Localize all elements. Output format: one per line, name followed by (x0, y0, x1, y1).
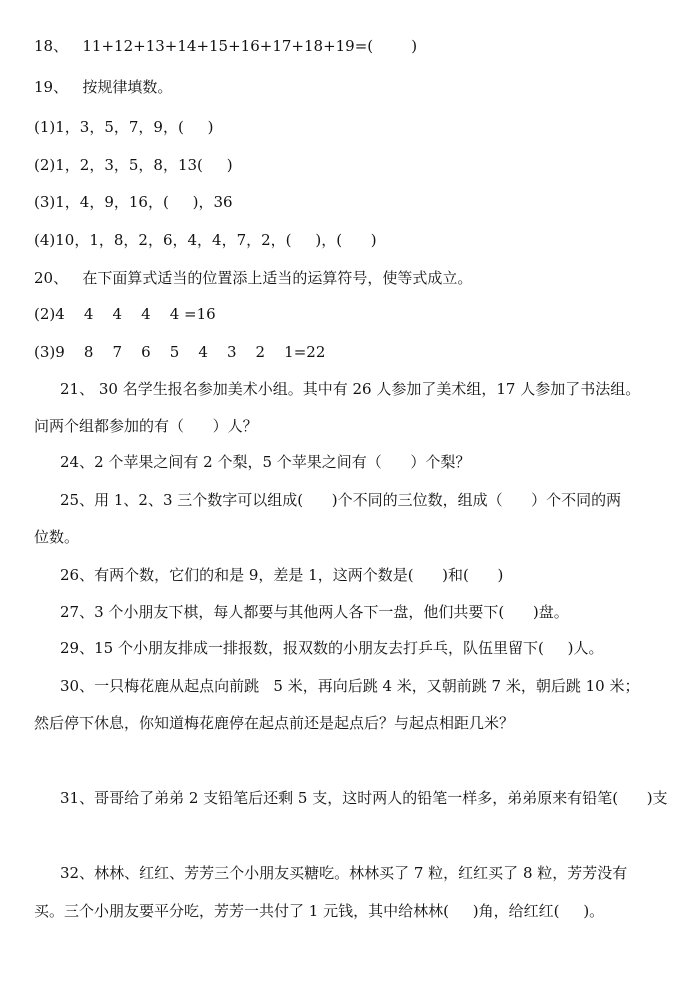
question-21-line-1: 21、 30 名学生报名参加美术小组。其中有 26 人参加了美术组，17 人参加了书法组。 (60, 380, 641, 398)
question-19-part-1: (1)1，3，5，7，9，( ) (34, 118, 214, 136)
question-19-title: 19、 按规律填数。 (34, 78, 173, 96)
question-30-line-1: 30、一只梅花鹿从起点向前跳 5 米，再向后跳 4 米，又朝前跳 7 米，朝后跳 10 米； (60, 677, 640, 695)
question-18: 18、 11+12+13+14+15+16+17+18+19=( ) (34, 37, 418, 55)
question-32-line-2: 买。三个小朋友要平分吃，芳芳一共付了 1 元钱，其中给林林( )角，给红红( )。 (34, 902, 605, 920)
question-21-line-2: 问两个组都参加的有（ ）人？ (34, 417, 258, 435)
question-20-title: 20、 在下面算式适当的位置添上适当的运算符号，使等式成立。 (34, 269, 473, 287)
question-19-part-3: (3)1，4，9，16，( )，36 (34, 193, 233, 211)
question-27: 27、3 个小朋友下棋，每人都要与其他两人各下一盘，他们共要下( )盘。 (60, 603, 569, 621)
question-26: 26、有两个数，它们的和是 9，差是 1，这两个数是( )和( ) (60, 566, 504, 584)
question-19-part-2: (2)1，2，3，5，8，13( ) (34, 156, 233, 174)
question-32-line-1: 32、林林、红红、芳芳三个小朋友买糖吃。林林买了 7 粒，红红买了 8 粒，芳芳没有 (60, 864, 628, 882)
question-24: 24、2 个苹果之间有 2 个梨，5 个苹果之间有（ ）个梨？ (60, 453, 471, 471)
question-20-part-3: (3)9 8 7 6 5 4 3 2 1=22 (34, 343, 326, 361)
question-19-part-4: (4)10，1，8，2，6，4，4，7，2，( )，( ) (34, 231, 377, 249)
question-29: 29、15 个小朋友排成一排报数，报双数的小朋友去打乒乓，队伍里留下( )人。 (60, 639, 604, 657)
question-20-part-2: (2)4 4 4 4 4 =16 (34, 305, 216, 323)
question-30-line-2: 然后停下休息，你知道梅花鹿停在起点前还是起点后？与起点相距几米？ (34, 714, 515, 732)
question-31: 31、哥哥给了弟弟 2 支铅笔后还剩 5 支，这时两人的铅笔一样多，弟弟原来有铅笔( )支 (60, 789, 668, 807)
question-25-line-1: 25、用 1、2、3 三个数字可以组成( )个不同的三位数，组成（ ）个不同的两 (60, 491, 622, 509)
question-25-line-2: 位数。 (34, 528, 80, 546)
